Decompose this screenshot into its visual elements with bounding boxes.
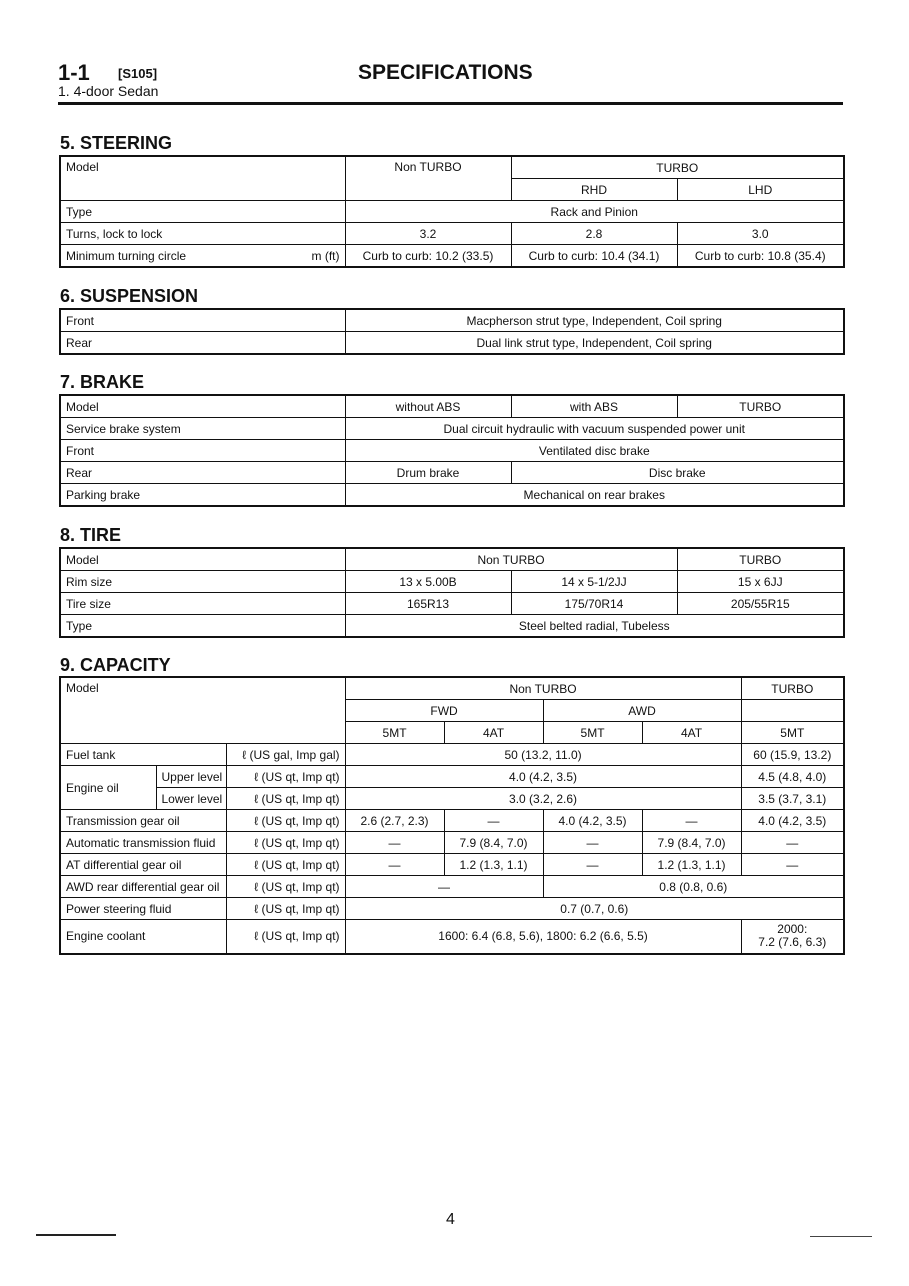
section-code: [S105]	[118, 66, 158, 81]
type-value: Rack and Pinion	[345, 201, 844, 223]
rhd-header: RHD	[511, 179, 677, 201]
table-row	[60, 223, 844, 245]
tire-size-1: 165R13	[345, 593, 511, 615]
engine-coolant-non-turbo: 1600: 6.4 (6.8, 5.6), 1800: 6.2 (6.6, 5.5)	[345, 920, 741, 954]
coolant-turbo-line1: 2000:	[777, 922, 808, 937]
transmission-awd-4at: —	[642, 810, 741, 832]
table-row	[60, 832, 844, 854]
tire-size-3: 205/55R15	[677, 593, 844, 615]
atf-awd-5mt: —	[543, 832, 642, 854]
upper-level-turbo: 4.5 (4.8, 4.0)	[741, 766, 844, 788]
tire-type-label: Type	[60, 615, 345, 638]
rear-label: Rear	[60, 462, 345, 484]
section-number: 1-1	[58, 60, 90, 85]
power-steering-value: 0.7 (0.7, 0.6)	[345, 898, 844, 920]
power-steering-unit: ℓ (US qt, Imp qt)	[226, 898, 345, 920]
front-label: Front	[60, 440, 345, 462]
table-row	[60, 548, 844, 571]
lower-level-label: Lower level	[156, 788, 226, 810]
lhd-header: LHD	[677, 179, 844, 201]
table-row	[60, 440, 844, 462]
engine-coolant-turbo	[741, 920, 844, 954]
capacity-title: 9. CAPACITY	[60, 655, 171, 675]
at-diff-fwd-5mt: —	[345, 854, 444, 876]
header-rule	[58, 102, 843, 105]
fuel-tank-turbo: 60 (15.9, 13.2)	[741, 744, 844, 766]
capacity-table	[59, 676, 845, 955]
fwd-header: FWD	[345, 700, 543, 722]
turns-rhd: 2.8	[511, 223, 677, 245]
lower-level-turbo: 3.5 (3.7, 3.1)	[741, 788, 844, 810]
table-row	[60, 156, 844, 179]
engine-oil-label: Engine oil	[60, 766, 156, 810]
transmission-oil-unit: ℓ (US qt, Imp qt)	[226, 810, 345, 832]
table-row	[60, 615, 844, 638]
table-row	[60, 593, 844, 615]
steering-title: 5. STEERING	[60, 133, 173, 153]
turning-circle-label: Minimum turning circle	[66, 248, 187, 263]
model-label: Model	[60, 548, 345, 571]
table-row	[60, 766, 844, 788]
engine-coolant-label: Engine coolant	[60, 920, 226, 954]
table-row	[60, 395, 844, 418]
table-row	[60, 309, 844, 332]
transmission-awd-5mt: 4.0 (4.2, 3.5)	[543, 810, 642, 832]
table-row	[60, 245, 844, 268]
lower-level-non-turbo: 3.0 (3.2, 2.6)	[345, 788, 741, 810]
service-brake-label: Service brake system	[60, 418, 345, 440]
tire-size-2: 175/70R14	[511, 593, 677, 615]
page-title: SPECIFICATIONS	[358, 61, 533, 84]
non-turbo-header: Non TURBO	[345, 156, 511, 201]
table-row	[60, 484, 844, 507]
table-row	[60, 462, 844, 484]
rim-size-1: 13 x 5.00B	[345, 571, 511, 593]
rim-size-2: 14 x 5-1/2JJ	[511, 571, 677, 593]
at-diff-awd-5mt: —	[543, 854, 642, 876]
table-row	[60, 571, 844, 593]
rear-drum: Drum brake	[345, 462, 511, 484]
at-diff-label: AT differential gear oil	[60, 854, 226, 876]
transmission-fwd-5mt: 2.6 (2.7, 2.3)	[345, 810, 444, 832]
with-abs-header: with ABS	[511, 395, 677, 418]
awd-rear-diff-fwd: —	[345, 876, 543, 898]
fuel-tank-label: Fuel tank	[60, 744, 226, 766]
front-value: Macpherson strut type, Independent, Coil spring	[345, 309, 844, 332]
turns-label: Turns, lock to lock	[60, 223, 345, 245]
table-row	[60, 332, 844, 355]
atf-turbo: —	[741, 832, 844, 854]
footer-rule-left	[36, 1234, 116, 1236]
circle-non-turbo: Curb to curb: 10.2 (33.5)	[345, 245, 511, 268]
fwd-4at-header: 4AT	[444, 722, 543, 744]
service-brake-value: Dual circuit hydraulic with vacuum suspended power unit	[345, 418, 844, 440]
lower-level-unit: ℓ (US qt, Imp qt)	[226, 788, 345, 810]
rear-value: Dual link strut type, Independent, Coil spring	[345, 332, 844, 355]
rim-size-label: Rim size	[60, 571, 345, 593]
section-subtitle: 1. 4-door Sedan	[58, 83, 159, 99]
steering-table	[59, 155, 845, 268]
upper-level-non-turbo: 4.0 (4.2, 3.5)	[345, 766, 741, 788]
table-row	[60, 418, 844, 440]
at-diff-fwd-4at: 1.2 (1.3, 1.1)	[444, 854, 543, 876]
at-diff-unit: ℓ (US qt, Imp qt)	[226, 854, 345, 876]
upper-level-unit: ℓ (US qt, Imp qt)	[226, 766, 345, 788]
tire-type-value: Steel belted radial, Tubeless	[345, 615, 844, 638]
turning-circle-unit: m (ft)	[311, 248, 340, 263]
fuel-tank-non-turbo: 50 (13.2, 11.0)	[345, 744, 741, 766]
awd-4at-header: 4AT	[642, 722, 741, 744]
awd-rear-diff-label: AWD rear differential gear oil	[60, 876, 226, 898]
parking-brake-label: Parking brake	[60, 484, 345, 507]
atf-fwd-4at: 7.9 (8.4, 7.0)	[444, 832, 543, 854]
suspension-title: 6. SUSPENSION	[60, 286, 199, 306]
atf-label: Automatic transmission fluid	[60, 832, 226, 854]
type-label: Type	[60, 201, 345, 223]
turbo-blank	[741, 700, 844, 722]
awd-5mt-header: 5MT	[543, 722, 642, 744]
table-row	[60, 876, 844, 898]
tire-size-label: Tire size	[60, 593, 345, 615]
fwd-5mt-header: 5MT	[345, 722, 444, 744]
table-row	[60, 788, 844, 810]
model-label: Model	[60, 156, 345, 201]
turns-lhd: 3.0	[677, 223, 844, 245]
table-row	[60, 201, 844, 223]
transmission-turbo: 4.0 (4.2, 3.5)	[741, 810, 844, 832]
fuel-tank-unit: ℓ (US gal, Imp gal)	[226, 744, 345, 766]
atf-unit: ℓ (US qt, Imp qt)	[226, 832, 345, 854]
front-label: Front	[60, 309, 345, 332]
at-diff-turbo: —	[741, 854, 844, 876]
parking-brake-value: Mechanical on rear brakes	[345, 484, 844, 507]
atf-fwd-5mt: —	[345, 832, 444, 854]
suspension-table	[59, 308, 845, 355]
coolant-turbo-line2: 7.2 (7.6, 6.3)	[758, 935, 827, 950]
tire-table	[59, 547, 845, 638]
brake-table	[59, 394, 845, 507]
engine-coolant-unit: ℓ (US qt, Imp qt)	[226, 920, 345, 954]
table-row	[60, 677, 844, 700]
turns-non-turbo: 3.2	[345, 223, 511, 245]
model-label: Model	[60, 677, 345, 744]
without-abs-header: without ABS	[345, 395, 511, 418]
rear-disc: Disc brake	[511, 462, 844, 484]
transmission-fwd-4at: —	[444, 810, 543, 832]
circle-rhd: Curb to curb: 10.4 (34.1)	[511, 245, 677, 268]
non-turbo-header: Non TURBO	[345, 677, 741, 700]
table-row	[60, 810, 844, 832]
footer-rule-right	[810, 1236, 872, 1237]
table-row	[60, 854, 844, 876]
table-row	[60, 920, 844, 954]
at-diff-awd-4at: 1.2 (1.3, 1.1)	[642, 854, 741, 876]
page-number: 4	[446, 1211, 455, 1228]
circle-lhd: Curb to curb: 10.8 (35.4)	[677, 245, 844, 268]
turbo-header: TURBO	[677, 395, 844, 418]
upper-level-label: Upper level	[156, 766, 226, 788]
brake-title: 7. BRAKE	[60, 372, 145, 392]
table-row	[60, 744, 844, 766]
turbo-5mt-header: 5MT	[741, 722, 844, 744]
front-value: Ventilated disc brake	[345, 440, 844, 462]
rear-label: Rear	[60, 332, 345, 355]
non-turbo-header: Non TURBO	[345, 548, 677, 571]
table-row	[60, 898, 844, 920]
turbo-header: TURBO	[741, 677, 844, 700]
transmission-oil-label: Transmission gear oil	[60, 810, 226, 832]
awd-header: AWD	[543, 700, 741, 722]
awd-rear-diff-unit: ℓ (US qt, Imp qt)	[226, 876, 345, 898]
turbo-header: TURBO	[511, 156, 844, 179]
model-label: Model	[60, 395, 345, 418]
atf-awd-4at: 7.9 (8.4, 7.0)	[642, 832, 741, 854]
turbo-header: TURBO	[677, 548, 844, 571]
power-steering-label: Power steering fluid	[60, 898, 226, 920]
awd-rear-diff-awd: 0.8 (0.8, 0.6)	[543, 876, 844, 898]
rim-size-3: 15 x 6JJ	[677, 571, 844, 593]
tire-title: 8. TIRE	[60, 525, 122, 545]
